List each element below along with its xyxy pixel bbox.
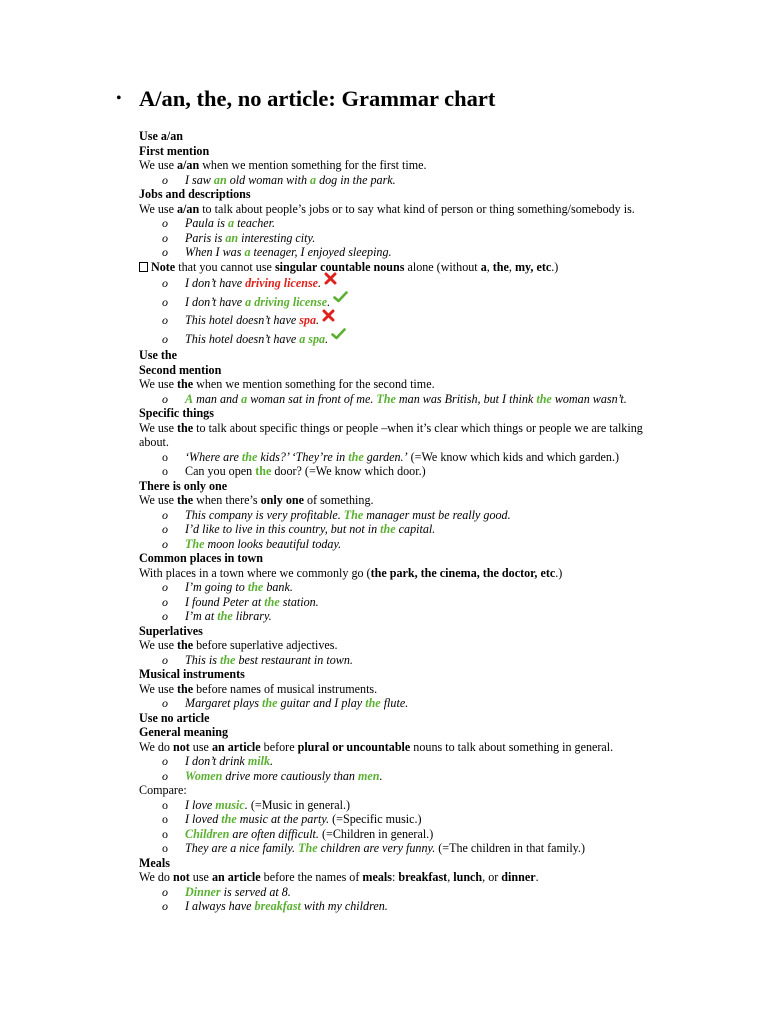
rule-musical-instruments: We use the before names of musical instruments. [139,681,378,696]
rule-jobs: We use a/an to talk about people’s jobs or to say what kind of person or thing something/somebody is. [139,201,635,216]
rule-meals: We do not use an article before the names of meals: breakfast, lunch, or dinner. [139,870,539,884]
example-line: o When I was a teenager, I enjoyed sleeping. [139,245,739,260]
rule-general-meaning: We do not use an article before plural or uncountable nouns to talk about something in general. [139,739,614,754]
page-title: A/an, the, no article: Grammar chart [139,86,496,111]
chart-content [139,129,739,914]
green-check-icon [333,291,348,303]
green-check-icon [331,328,346,340]
rule-first-mention: We use a/an when we mention something for the first time. [139,158,427,172]
rule-superlatives: We use the before superlative adjectives. [139,638,338,652]
example-line-wrong: o I don’t have driving license. [139,274,739,293]
example-line: o Dinner is served at 8. [139,885,739,900]
example-line: o I loved the music at the party. (=Specific music.) [139,812,739,827]
example-line: o This company is very profitable. The manager must be really good. [139,508,739,523]
example-line: o Children are often difficult. (=Children in general.) [139,827,739,842]
heading-use-the: Use the [139,348,177,362]
heading-use-a: Use a/an [139,129,184,143]
rule-second-mention: We use the when we mention something for the second time. [139,377,435,391]
subheading-only-one: There is only one [139,478,228,493]
example-line: o I’m at the library. [139,609,739,624]
example-line: o Margaret plays the guitar and I play the flute. [139,696,739,711]
example-line: o Paula is a teacher. [139,216,739,231]
bullet-icon: • [116,90,122,107]
subheading-jobs: Jobs and descriptions [139,187,251,201]
subheading-second-mention: Second mention [139,362,222,377]
red-cross-icon [324,272,337,285]
subheading-common-places: Common places in town [139,551,263,565]
example-line-wrong: o This hotel doesn’t have spa. [139,311,739,330]
example-line: o I found Peter at the station. [139,595,739,610]
note-box-icon [139,262,148,272]
rule-specific-things: We use the to talk about specific things or people –when it’s clear which things or people we are talking about. [139,420,643,449]
example-line: o Women drive more cautiously than men. [139,769,739,784]
subheading-superlatives: Superlatives [139,623,203,638]
example-line-right: o I don’t have a driving license. [139,293,739,312]
heading-no-article: Use no article [139,710,210,725]
example-line: o I’m going to the bank. [139,580,739,595]
subheading-first-mention: First mention [139,143,210,158]
subheading-meals: Meals [139,855,170,870]
rule-common-places: With places in a town where we commonly go (the park, the cinema, the doctor, etc.) [139,565,563,580]
example-line: o Paris is an interesting city. [139,231,739,246]
example-line: o A man and a woman sat in front of me. The man was British, but I think the woman wasn’t. [139,392,739,407]
example-line: o They are a nice family. The children are very funny. (=The children in that family.) [139,841,739,856]
example-line: o I’d like to live in this country, but not in the capital. [139,522,739,537]
example-line: o I saw an old woman with a dog in the park. [139,173,739,188]
example-line: o This is the best restaurant in town. [139,653,739,668]
compare-label: Compare: [139,783,187,797]
note-line: Note that you cannot use singular countable nouns alone (without a, the, my, etc.) [139,260,739,275]
subheading-general-meaning: General meaning [139,725,229,739]
subheading-musical-instruments: Musical instruments [139,667,245,681]
example-line-right: o This hotel doesn’t have a spa. [139,330,739,349]
example-line: o Can you open the door? (=We know which door.) [139,464,739,479]
example-line: o ‘Where are the kids?’ ‘They’re in the garden.’ (=We know which kids and which garden.) [139,450,739,465]
rule-only-one: We use the when there’s only one of something. [139,493,374,507]
subheading-specific-things: Specific things [139,406,214,420]
example-line: o I always have breakfast with my children. [139,899,739,914]
example-line: o I don’t drink milk. [139,754,739,769]
example-line: o I love music. (=Music in general.) [139,798,739,813]
red-cross-icon [322,309,335,322]
example-line: o The moon looks beautiful today. [139,537,739,552]
